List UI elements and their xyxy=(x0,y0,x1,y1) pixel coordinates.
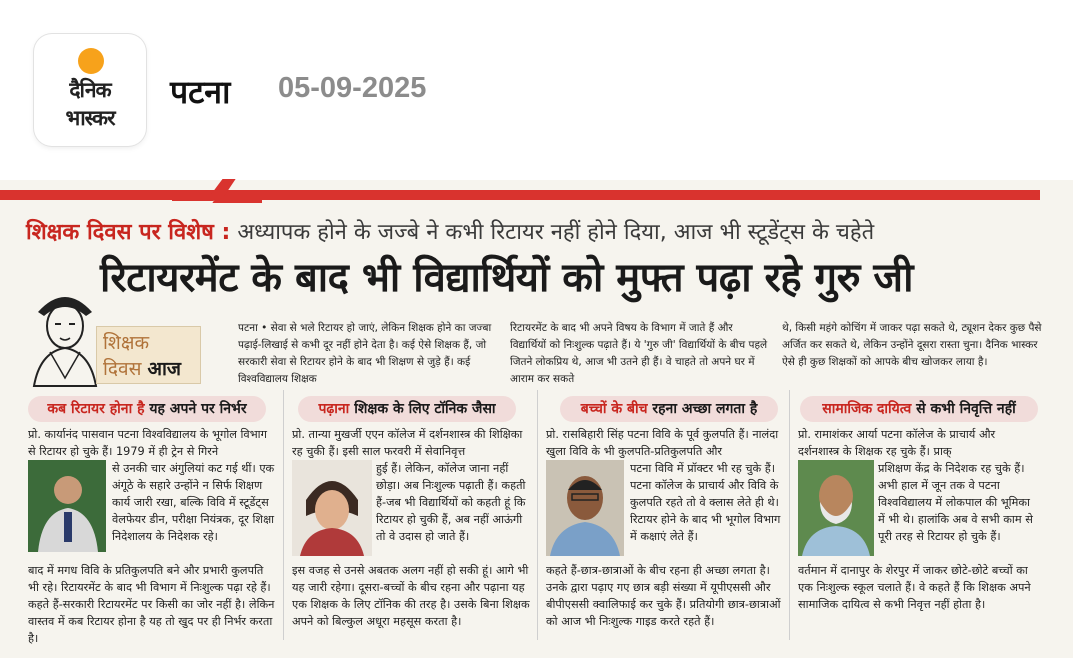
section-4-bottom: वर्तमान में दानापुर के शेरपुर में जाकर छोटे-छोटे बच्चों का एक निःशुल्क स्कूल चलाते हैं। वे कहते हैं कि शिक्षक अपने सामाजिक दायित्व से कभी निवृत्त नहीं होता है। xyxy=(798,564,1031,611)
intro-column-3: थे, किसी महंगे कोचिंग में जाकर पढ़ा सकते थे, ट्यूशन देकर कुछ पैसे अर्जित कर सकते थे, लेकिन उन्होंने दूसरा रास्ता चुना। दैनिक भास्कर ऐसे ही कुछ शिक्षकों को आपके बीच खोजकर लाया है। xyxy=(782,322,1042,368)
section-2-top: प्रो. तान्या मुखर्जी एएन कॉलेज में दर्शनशास्त्र की शिक्षिका रह चुकी हैं। इसी साल फरवरी में सेवानिवृत्त xyxy=(292,428,523,458)
kicker-label: शिक्षक दिवस पर विशेष : xyxy=(26,220,231,245)
tab-dark-text: से कभी निवृत्ति नहीं xyxy=(916,401,1016,417)
tab-red-text: कब रिटायर होना है xyxy=(47,401,145,417)
tab-red-text: बच्चों के बीच xyxy=(580,401,648,417)
app-header xyxy=(0,0,1073,180)
section-tab-2 xyxy=(298,396,516,422)
badge-today: आज xyxy=(147,358,181,380)
tab-dark-text: रहना अच्छा लगता है xyxy=(652,401,758,417)
tab-dark-text: शिक्षक के लिए टॉनिक जैसा xyxy=(354,401,496,417)
badge-line1: शिक्षक xyxy=(103,332,150,354)
section-2-side: हुई हैं। लेकिन, कॉलेज जाना नहीं छोड़ा। अब निःशुल्क पढ़ाती हैं। कहती हैं-जब भी विद्यार्थियों को कहती हूं कि रिटायर हो चुकी हैं, अब नहीं आऊंगी तो वे उदास हो जाते हैं। xyxy=(376,462,526,543)
intro-column-2: रिटायरमेंट के बाद भी अपने विषय के विभाग में जाते हैं और विद्यार्थियों को निःशुल्क पढ़ाते हैं। ये 'गुरु जी' विद्यार्थियों के बीच पहले जितने लोकप्रिय थे, आज भी उतने ही हैं। वे चाहते तो अपने घर में आराम कर सकते xyxy=(510,322,768,385)
intro-column-1: पटना • सेवा से भले रिटायर हो जाएं, लेकिन शिक्षक होने का जज्बा पढ़ाई-लिखाई से कभी दूर नहीं होने देता है। कई ऐसे शिक्षक हैं, जो सरकारी सेवा से रिटायर होने के बाद भी शिक्षण से जुड़े हैं। कई विश्वविद्यालय शिक्षक xyxy=(238,322,492,385)
portrait-photo-1 xyxy=(28,460,106,552)
logo-text-line2: भास्कर xyxy=(65,106,115,130)
edition-date: 05-09-2025 xyxy=(278,72,427,104)
kicker-text: अध्यापक होने के जज्बे ने कभी रिटायर नहीं होने दिया, आज भी स्टूडेंट्स के चहेते xyxy=(237,220,875,245)
section-tab-4 xyxy=(800,396,1038,422)
tab-red-text: पढ़ाना xyxy=(318,401,350,417)
section-3-top: प्रो. रासबिहारी सिंह पटना विवि के पूर्व कुलपति हैं। नालंदा खुला विवि के भी कुलपति-प्रतिकुलपति और xyxy=(546,428,779,458)
teachers-day-badge xyxy=(96,326,201,384)
portrait-photo-4 xyxy=(798,460,874,556)
section-3-side: पटना विवि में प्रॉक्टर भी रह चुके हैं। पटना कॉलेज के प्राचार्य और विवि के कुलपति रहते तो वे क्लास लेते ही थे। रिटायर होने के बाद भी भूगोल विभाग में कक्षाएं लेते हैं। xyxy=(630,462,781,543)
article-headline: रिटायरमेंट के बाद भी विद्यार्थियों को मुफ्त पढ़ा रहे गुरु जी xyxy=(100,255,913,301)
section-4-side: प्रशिक्षण केंद्र के निदेशक रह चुके हैं। अभी हाल में जून तक वे पटना विश्वविद्यालय में लोकपाल की भूमिका में भी थे। हालांकि अब वे सभी काम से पूरी तरह से रिटायर हो चुके हैं। xyxy=(878,462,1033,543)
portrait-photo-3 xyxy=(546,460,624,556)
badge-line2-word: दिवस xyxy=(103,358,142,380)
section-tab-1 xyxy=(28,396,266,422)
section-tab-3 xyxy=(560,396,778,422)
edition-city: पटना xyxy=(170,73,231,111)
sun-icon xyxy=(78,48,104,74)
column-divider xyxy=(283,390,284,640)
red-rule xyxy=(0,190,1040,200)
article-kicker xyxy=(26,216,1046,246)
section-1-side: से उनकी चार अंगुलियां कट गई थीं। एक अंगूठे के सहारे उन्होंने न सिर्फ शिक्षण कार्य जारी रखा, बल्कि विवि में स्टूडेंट्स वेलफेयर डीन, परीक्षा नियंत्रक, दूर शिक्षा निदेशालय के निदेशक रहे। xyxy=(112,462,275,543)
section-3-bottom: कहते हैं-छात्र-छात्राओं के बीच रहना ही अच्छा लगता है। उनके द्वारा पढ़ाए गए छात्र बड़ी संख्या में यूपीएससी और बीपीएससी क्वालिफाई कर चुके हैं। प्रतियोगी छात्र-छात्राओं को आज भी निःशुल्क गाइड करते रहते हैं। xyxy=(546,564,781,628)
column-divider xyxy=(537,390,538,640)
tab-dark-text: यह अपने पर निर्भर xyxy=(149,401,247,417)
column-divider xyxy=(789,390,790,640)
badge-line2 xyxy=(103,355,181,381)
tab-red-text: सामाजिक दायित्व xyxy=(822,401,912,417)
logo-text-line1: दैनिक xyxy=(69,78,111,102)
red-swoosh-decoration xyxy=(172,180,262,206)
dainik-bhaskar-logo[interactable] xyxy=(34,34,146,146)
section-2-bottom: इस वजह से उनसे अबतक अलग नहीं हो सकी हूं। आगे भी यह जारी रहेगा। दूसरा-बच्चों के बीच रहना और पढ़ाना यह एक शिक्षक के लिए टॉनिक की तरह है। उसके बिना शिक्षक अपने को बिल्कुल अधूरा महसूस करता है। xyxy=(292,564,530,628)
section-1-bottom: बाद में मगध विवि के प्रतिकुलपति बने और प्रभारी कुलपति भी रहे। रिटायरमेंट के बाद भी विभाग में निःशुल्क पढ़ा रहे हैं। कहते हैं-सरकारी रिटायरमेंट पर किसी का जोर नहीं है। लेकिन वास्तव में कब रिटायर होना है यह तो खुद पर ही निर्भर करता है। xyxy=(28,564,275,645)
section-4-top: प्रो. रामाशंकर आर्या पटना कॉलेज के प्राचार्य और दर्शनशास्त्र के शिक्षक रह चुके हैं। प्राक् xyxy=(798,428,996,458)
section-1-top: प्रो. कार्यानंद पासवान पटना विश्वविद्यालय के भूगोल विभाग से रिटायर हो चुके हैं। 1979 में ही ट्रेन से गिरने xyxy=(28,428,267,458)
portrait-photo-2 xyxy=(292,460,372,556)
